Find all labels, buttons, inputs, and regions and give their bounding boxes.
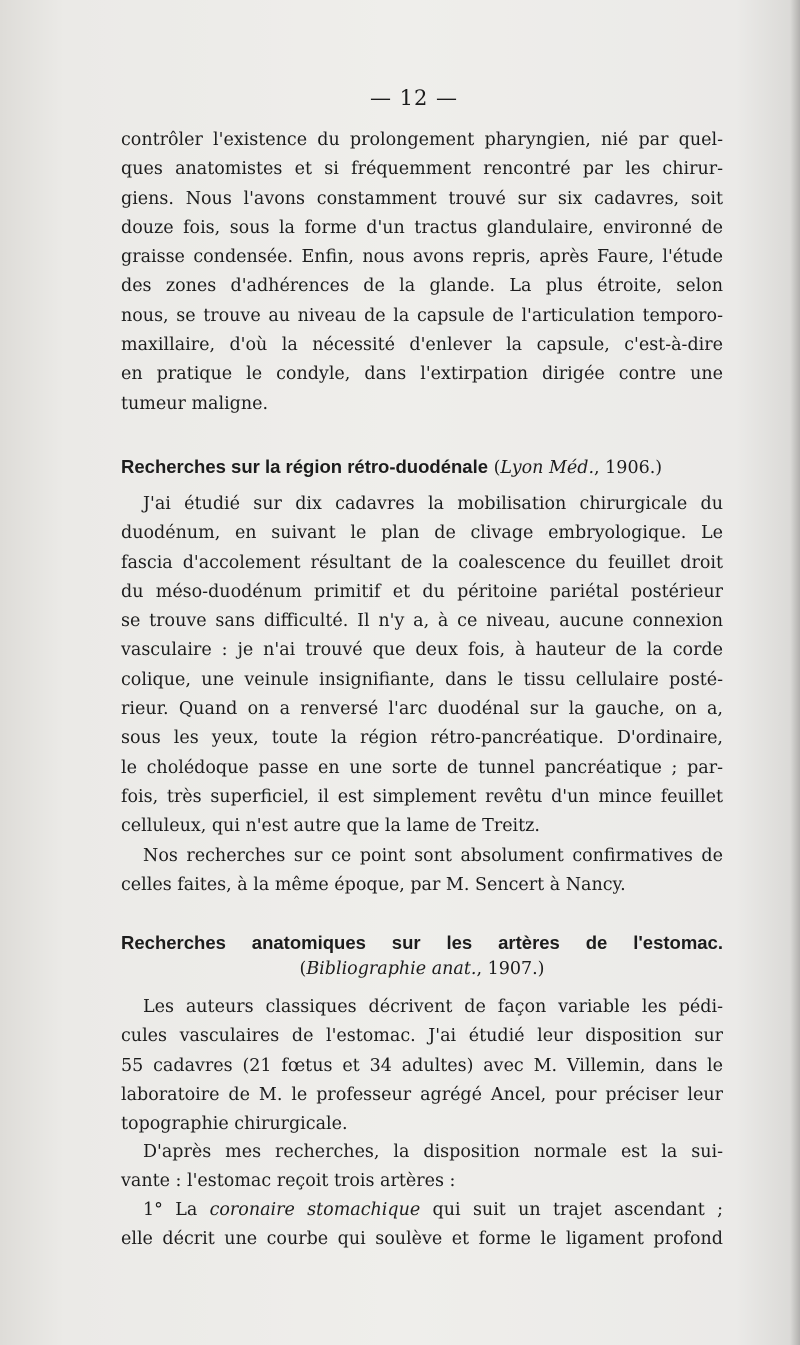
paragraph-parotid-continuation — [121, 126, 723, 419]
text-line: nous, se trouve au niveau de la capsule de l'articulation temporo- — [121, 305, 723, 326]
page-number: — 12 — — [369, 86, 459, 110]
text-line: en pratique le condyle, dans l'extirpation dirigée contre une — [121, 364, 723, 385]
citation-open: ( — [299, 959, 307, 979]
text-line: laboratoire de M. le professeur agrégé Ancel, pour préciser leur — [121, 1084, 723, 1105]
citation-open: ( — [488, 458, 501, 478]
citation-rest: , 1907.) — [476, 959, 545, 979]
list-prefix: 1° La — [143, 1200, 210, 1220]
text-line: fascia d'accolement résultant de la coalescence du feuillet droit — [121, 552, 723, 573]
section-heading-retro-duodenal — [121, 452, 723, 483]
text-line: contrôler l'existence du prolongement pharyngien, nié par quel- — [121, 130, 723, 150]
text-line: J'ai étudié sur dix cadavres la mobilisation chirurgicale du — [143, 494, 723, 514]
text-line: vasculaire : je n'ai trouvé que deux fois, à hauteur de la corde — [121, 640, 723, 661]
paragraph-retro-duodenal — [121, 490, 723, 842]
text-line: colique, une veinule insignifiante, dans le tissu cellulaire posté- — [121, 669, 723, 690]
text-line: duodénum, en suivant le plan de clivage embryologique. Le — [121, 523, 723, 544]
text-line: elle décrit une courbe qui soulève et forme le ligament profond — [121, 1229, 723, 1250]
text-line: giens. Nous l'avons constamment trouvé sur six cadavres, soit — [121, 188, 723, 209]
text-line: celluleux, qui n'est autre que la lame de Treitz. — [121, 816, 540, 837]
text-line: D'après mes recherches, la disposition normale est la sui- — [143, 1142, 723, 1162]
section-heading-stomach-arteries — [121, 928, 723, 957]
text-line: 55 cadavres (21 fœtus et 34 adultes) avec M. Villemin, dans le — [121, 1055, 723, 1076]
text-line: celles faites, à la même époque, par M. Sencert à Nancy. — [121, 875, 626, 896]
text-line: des zones d'adhérences de la glande. La plus étroite, selon — [121, 276, 723, 297]
paragraph-normal-disposition — [121, 1138, 723, 1197]
section-title: Recherches anatomiques sur les artères de l'estomac. — [121, 932, 723, 953]
text-line: rieur. Quand on a renversé l'arc duodénal sur la gauche, on a, — [121, 699, 723, 720]
text-line: Les auteurs classiques décrivent de façon variable les pédi- — [143, 997, 723, 1017]
citation-journal: Bibliographie anat. — [306, 959, 477, 979]
citation-rest: , 1906.) — [594, 458, 663, 478]
section-citation — [121, 955, 723, 984]
line-rest: qui suit un trajet ascendant ; — [420, 1200, 723, 1220]
paragraph-sencert — [121, 842, 723, 901]
text-line: du méso-duodénum primitif et du péritoine pariétal postérieur — [121, 581, 723, 602]
text-line: tumeur maligne. — [121, 393, 269, 414]
paragraph-coronary-artery — [121, 1196, 723, 1255]
text-line: se trouve sans difficulté. Il n'y a, à ce niveau, aucune connexion — [121, 611, 723, 632]
text-line: topographie chirurgicale. — [121, 1114, 348, 1135]
text-line: douze fois, sous la forme d'un tractus glandulaire, environné de — [121, 217, 723, 238]
text-line: graisse condensée. Enfin, nous avons repris, après Faure, l'étude — [121, 247, 723, 268]
text-line: fois, très superficiel, il est simplement revêtu d'un mince feuillet — [121, 786, 723, 807]
anatomical-term: coronaire stomachique — [209, 1200, 421, 1220]
text-line: sous les yeux, toute la région rétro-pancréatique. D'ordinaire, — [121, 728, 723, 749]
paragraph-stomach-vessels — [121, 993, 723, 1139]
text-line: cules vasculaires de l'estomac. J'ai étudié leur disposition sur — [121, 1026, 723, 1047]
text-line: maxillaire, d'où la nécessité d'enlever la capsule, c'est-à-dire — [121, 335, 723, 356]
text-line: vante : l'estomac reçoit trois artères : — [121, 1171, 456, 1192]
citation-journal: Lyon Méd. — [500, 458, 595, 478]
section-title: Recherches sur la région rétro-duodénale — [121, 456, 489, 477]
text-line — [121, 1196, 723, 1225]
page-edge-shadow — [790, 0, 800, 1345]
text-line: ques anatomistes et si fréquemment rencontré par les chirur- — [121, 159, 723, 180]
text-line: Nos recherches sur ce point sont absolument confirmatives de — [143, 846, 723, 866]
text-line: le cholédoque passe en une sorte de tunnel pancréatique ; par- — [121, 757, 723, 778]
